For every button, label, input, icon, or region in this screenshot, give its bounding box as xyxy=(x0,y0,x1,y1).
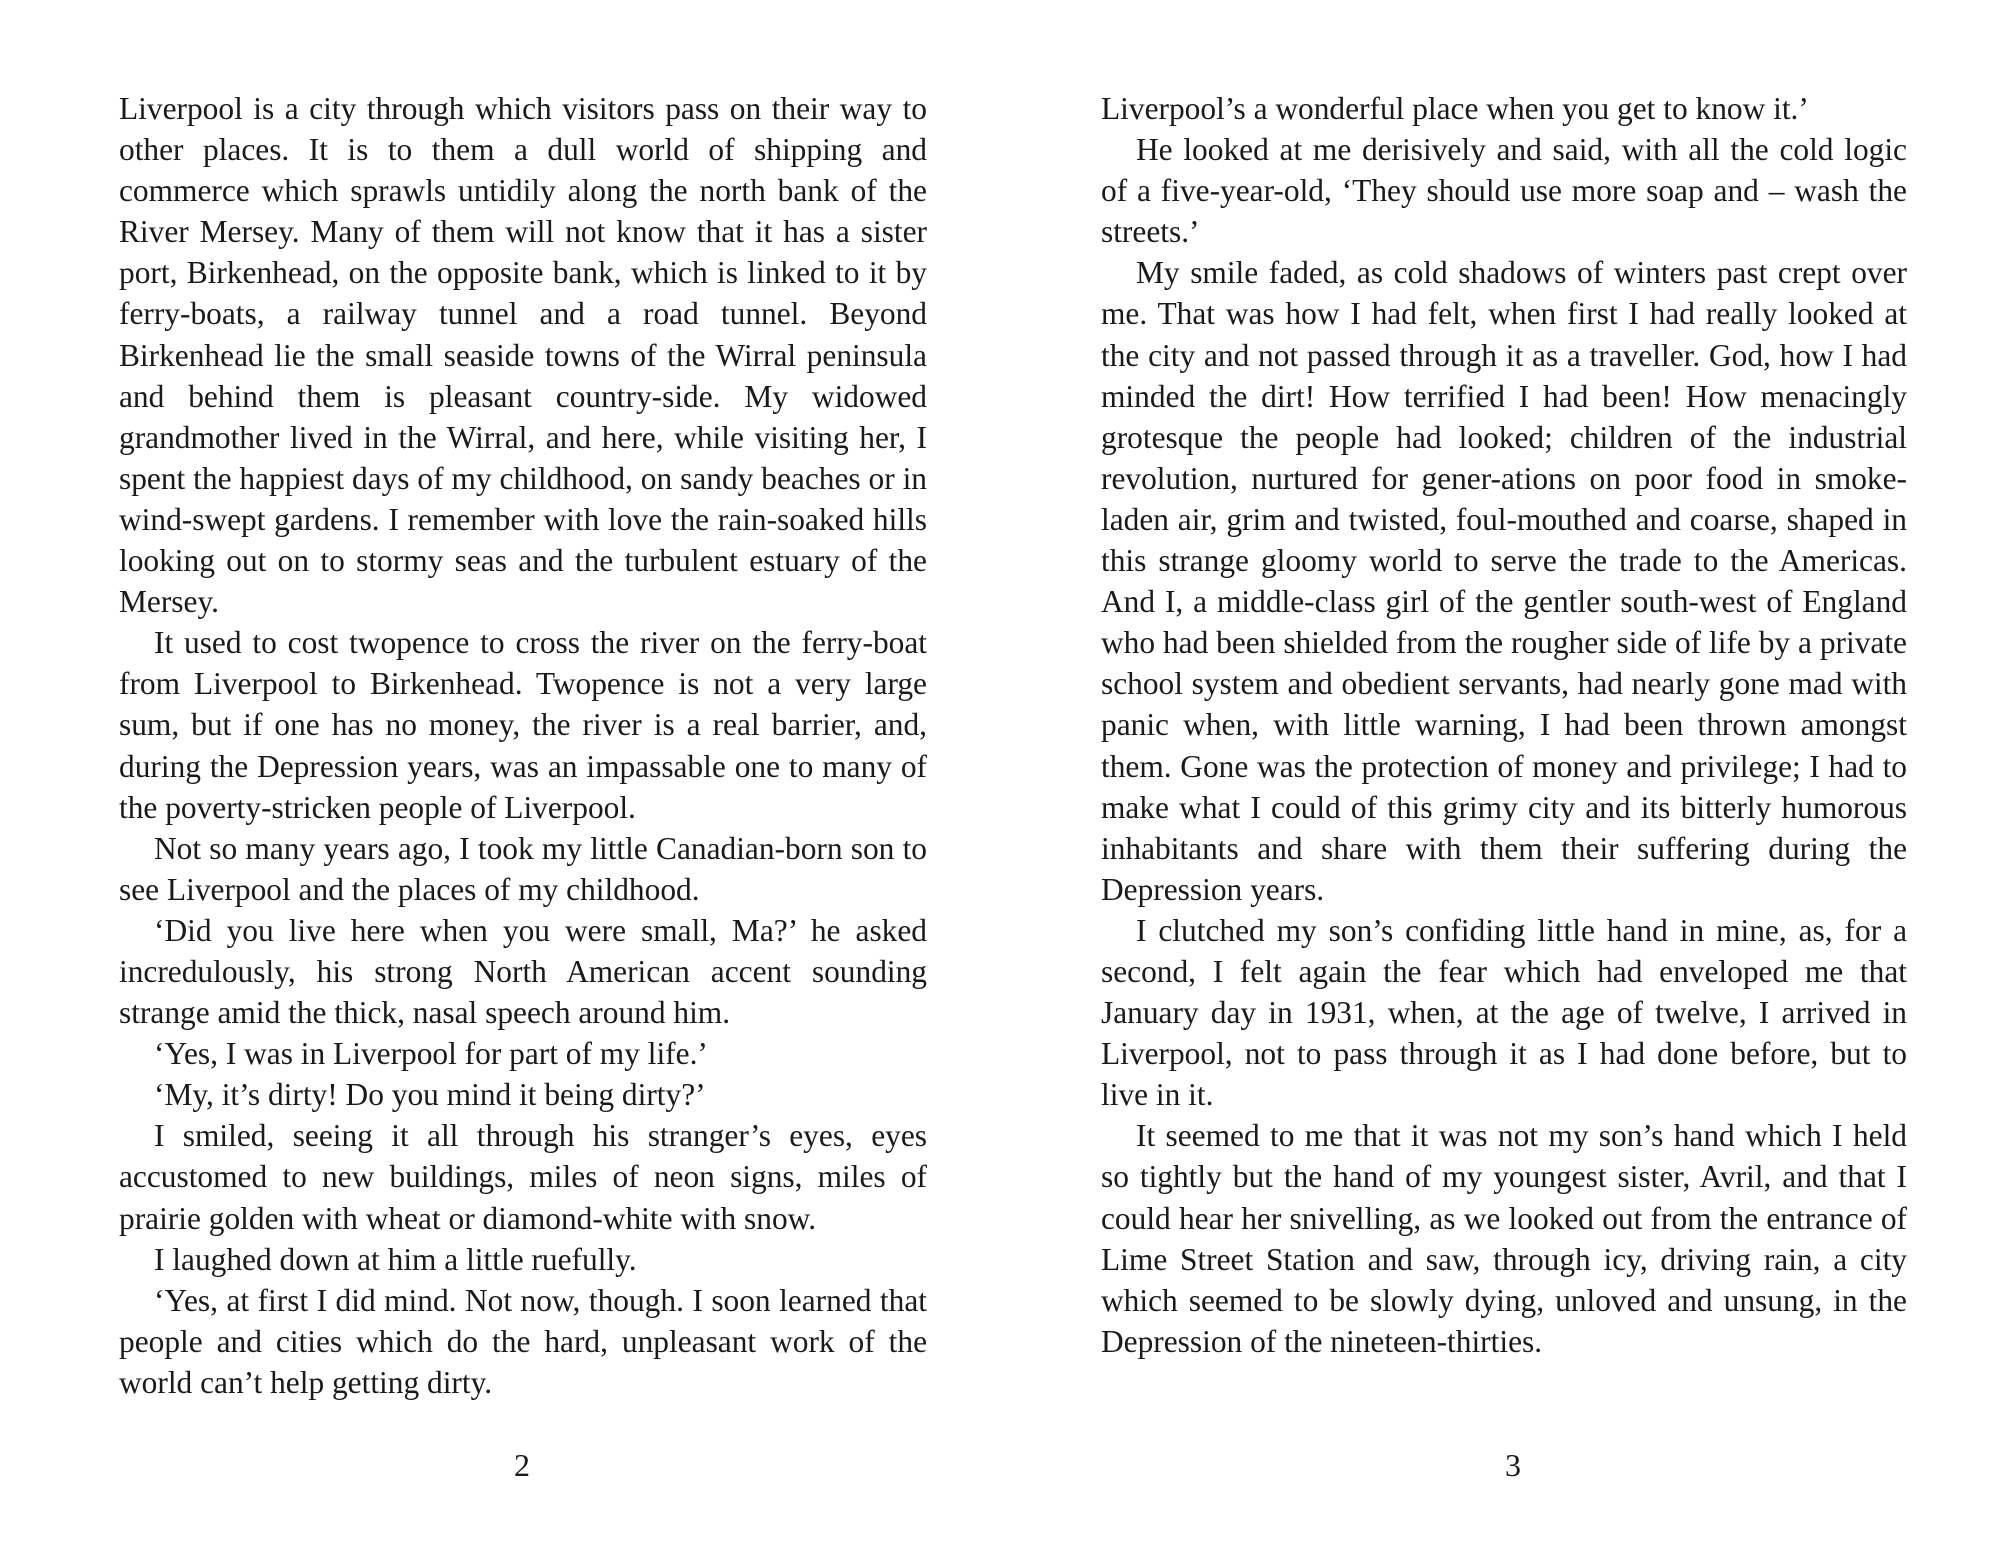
paragraph: I smiled, seeing it all through his stranger’s eyes, eyes accustomed to new buildings, miles of neon signs, miles of prairie golden with wheat or diamond-white with snow. xyxy=(119,1118,927,1236)
paragraph: Liverpool is a city through which visitors pass on their way to other places. It is to them a dull world of shipping and commerce which sprawls untidily along the north bank of the River Mersey. Many of them will not know that it has a sister port, Birkenhead, on the opposite bank, which is linked to it by ferry-boats, a railway tunnel and a road tunnel. Beyond Birkenhead lie the small seaside towns of the Wirral peninsula and behind them is pleasant country-side. My widowed grandmother lived in the Wirral, and here, while visiting her, I spent the happiest days of my childhood, on sandy beaches or in wind-swept gardens. I remember with love the rain-soaked hills looking out on to stormy seas and the turbulent estuary of the Mersey. xyxy=(119,91,927,620)
right-page-text xyxy=(1101,88,1907,1362)
paragraph: Not so many years ago, I took my little Canadian-born son to see Liverpool and the places of my childhood. xyxy=(119,830,927,907)
paragraph: He looked at me derisively and said, with all the cold logic of a five-year-old, ‘They should use more soap and – wash the streets.’ xyxy=(1101,132,1907,250)
right-page xyxy=(1101,88,1907,1362)
left-page-text xyxy=(119,88,927,1403)
paragraph: ‘Yes, at first I did mind. Not now, though. I soon learned that people and cities which do the hard, unpleasant work of the world can’t help getting dirty. xyxy=(119,1282,927,1400)
page-number-left: 2 xyxy=(514,1447,530,1483)
page-number-right: 3 xyxy=(1505,1447,1521,1483)
paragraph: I laughed down at him a little ruefully. xyxy=(154,1241,637,1277)
left-page xyxy=(119,88,927,1403)
paragraph: Liverpool’s a wonderful place when you get to know it.’ xyxy=(1101,91,1809,126)
paragraph: It used to cost twopence to cross the river on the ferry-boat from Liverpool to Birkenhead. Twopence is not a very large sum, but if one has no money, the river is a real barrier, and, during the Depression years, was an impassable one to many of the poverty-stricken people of Liverpool. xyxy=(119,625,927,825)
paragraph: My smile faded, as cold shadows of winters past crept over me. That was how I had felt, when first I had really looked at the city and not passed through it as a traveller. God, how I had minded the dirt! How terrified I had been! How menacingly grotesque the people had looked; children of the industrial revolution, nurtured for gener-ations on poor food in smoke-laden air, grim and twisted, foul-mouthed and coarse, shaped in this strange gloomy world to serve the trade to the Americas. And I, a middle-class girl of the gentler south-west of England who had been shielded from the rougher side of life by a private school system and obedient servants, had nearly gone mad with panic when, with little warning, I had been thrown amongst them. Gone was the protection of money and privilege; I had to make what I could of this grimy city and its bitterly humorous inhabitants and share with them their suffering during the Depression years. xyxy=(1101,255,1907,907)
paragraph: ‘Yes, I was in Liverpool for part of my life.’ xyxy=(154,1036,708,1072)
paragraph: ‘My, it’s dirty! Do you mind it being dirty?’ xyxy=(154,1077,706,1113)
paragraph: ‘Did you live here when you were small, Ma?’ he asked incredulously, his strong North American accent sounding strange amid the thick, nasal speech around him. xyxy=(119,912,927,1031)
paragraph: It seemed to me that it was not my son’s hand which I held so tightly but the hand of my youngest sister, Avril, and that I could hear her snivelling, as we looked out from the entrance of Lime Street Station and saw, through icy, driving rain, a city which seemed to be slowly dying, unloved and unsung, in the Depression of the nineteen-thirties. xyxy=(1101,1118,1907,1359)
paragraph: I clutched my son’s confiding little hand in mine, as, for a second, I felt again the fear which had enveloped me that January day in 1931, when, at the age of twelve, I arrived in Liverpool, not to pass through it as I had done before, but to live in it. xyxy=(1101,912,1907,1113)
